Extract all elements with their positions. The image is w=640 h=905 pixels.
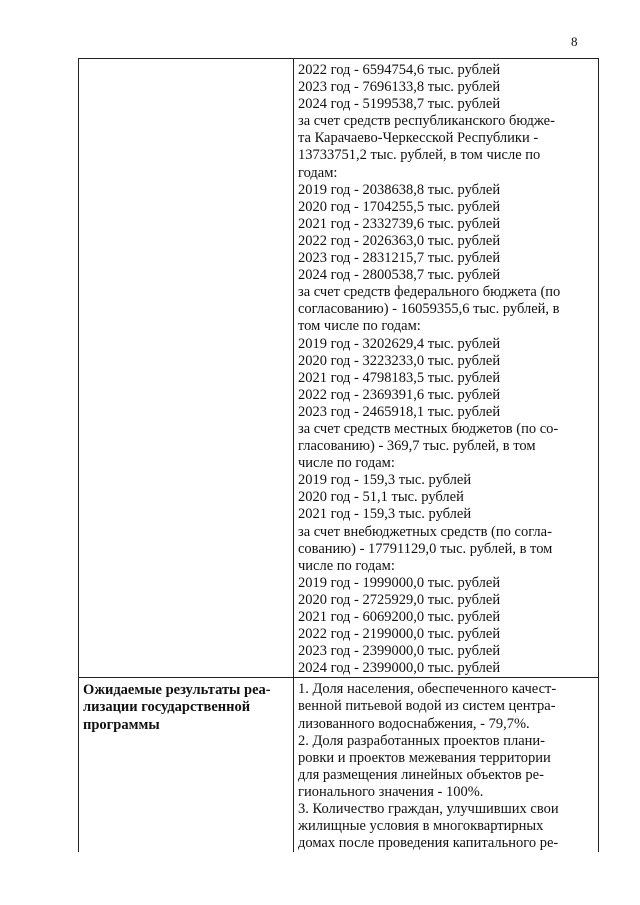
text-line: 2024 год - 2800538,7 тыс. рублей — [298, 267, 501, 284]
text-line: 2023 год - 2465918,1 тыс. рублей — [298, 403, 501, 420]
expected-results-values-cell — [294, 678, 599, 852]
text-line: 2024 год - 2399000,0 тыс. рублей — [298, 660, 501, 677]
text-line: годам: — [298, 164, 338, 181]
text-line: 2020 год - 51,1 тыс. рублей — [298, 489, 464, 506]
text-line: 2021 год - 159,3 тыс. рублей — [298, 506, 472, 523]
text-line: за счет средств федерального бюджета (по — [298, 284, 561, 301]
text-line: 2023 год - 2831215,7 тыс. рублей — [298, 250, 501, 267]
text-line: Ожидаемые результаты реа- — [83, 682, 271, 699]
page-number: 8 — [571, 34, 578, 49]
text-line: для размещения линейных объектов ре- — [298, 766, 544, 783]
text-line: 2022 год - 2026363,0 тыс. рублей — [298, 232, 501, 249]
text-line: программы — [83, 716, 160, 733]
text-line: 2019 год - 1999000,0 тыс. рублей — [298, 574, 501, 591]
text-line: 2019 год - 159,3 тыс. рублей — [298, 472, 472, 489]
text-line: 2020 год - 2725929,0 тыс. рублей — [298, 591, 501, 608]
text-line: 13733751,2 тыс. рублей, в том числе по — [298, 147, 541, 164]
text-line: сованию) - 17791129,0 тыс. рублей, в том — [298, 540, 553, 557]
text-line: 2021 год - 6069200,0 тыс. рублей — [298, 609, 501, 625]
financing-label-cell — [79, 59, 294, 678]
text-line: числе по годам: — [298, 455, 395, 472]
text-line: 2023 год - 7696133,8 тыс. рублей — [298, 79, 501, 96]
text-line: та Карачаево-Черкесской Республики - — [298, 130, 539, 147]
program-passport-table — [78, 58, 599, 852]
text-line: 2019 год - 3202629,4 тыс. рублей — [298, 335, 501, 352]
text-line: 2022 год - 2199000,0 тыс. рублей — [298, 626, 501, 643]
expected-results-row — [79, 678, 599, 852]
text-line: 3. Количество граждан, улучшивших свои — [298, 801, 559, 818]
text-line: том числе по годам: — [298, 318, 421, 335]
text-line: лизованного водоснабжения, - 79,7%. — [298, 715, 530, 732]
text-line: 2023 год - 2399000,0 тыс. рублей — [298, 643, 501, 660]
text-line: 2. Доля разработанных проектов плани- — [298, 732, 545, 749]
text-line: гионального значения - 100%. — [298, 783, 484, 800]
text-line: 2022 год - 6594754,6 тыс. рублей — [298, 62, 501, 78]
text-line: 1. Доля населения, обеспеченного качест- — [298, 681, 557, 698]
text-line: венной питьевой водой из систем центра- — [298, 698, 556, 715]
text-line: жилищные условия в многоквартирных — [298, 818, 544, 835]
financing-row — [79, 59, 599, 678]
financing-values-cell — [294, 59, 599, 678]
text-line: гласованию) - 369,7 тыс. рублей, в том — [298, 438, 536, 455]
text-line: за счет средств местных бюджетов (по со- — [298, 420, 559, 437]
text-line: за счет средств республиканского бюдже- — [298, 113, 555, 130]
text-line: 2021 год - 2332739,6 тыс. рублей — [298, 215, 501, 232]
text-line: ровки и проектов межевания территории — [298, 749, 551, 766]
text-line: лизации государственной — [83, 699, 251, 716]
text-line: согласованию) - 16059355,6 тыс. рублей, в — [298, 301, 560, 318]
text-line: 2021 год - 4798183,5 тыс. рублей — [298, 369, 501, 386]
text-line: 2022 год - 2369391,6 тыс. рублей — [298, 386, 501, 403]
text-line: 2019 год - 2038638,8 тыс. рублей — [298, 181, 501, 198]
text-line: за счет внебюджетных средств (по согла- — [298, 523, 552, 540]
text-line: 2020 год - 3223233,0 тыс. рублей — [298, 352, 501, 369]
expected-results-label-cell — [79, 678, 294, 852]
text-line: домах после проведения капитального ре- — [298, 835, 559, 852]
text-line: 2024 год - 5199538,7 тыс. рублей — [298, 96, 501, 113]
text-line: числе по годам: — [298, 557, 395, 574]
text-line: 2020 год - 1704255,5 тыс. рублей — [298, 198, 501, 215]
